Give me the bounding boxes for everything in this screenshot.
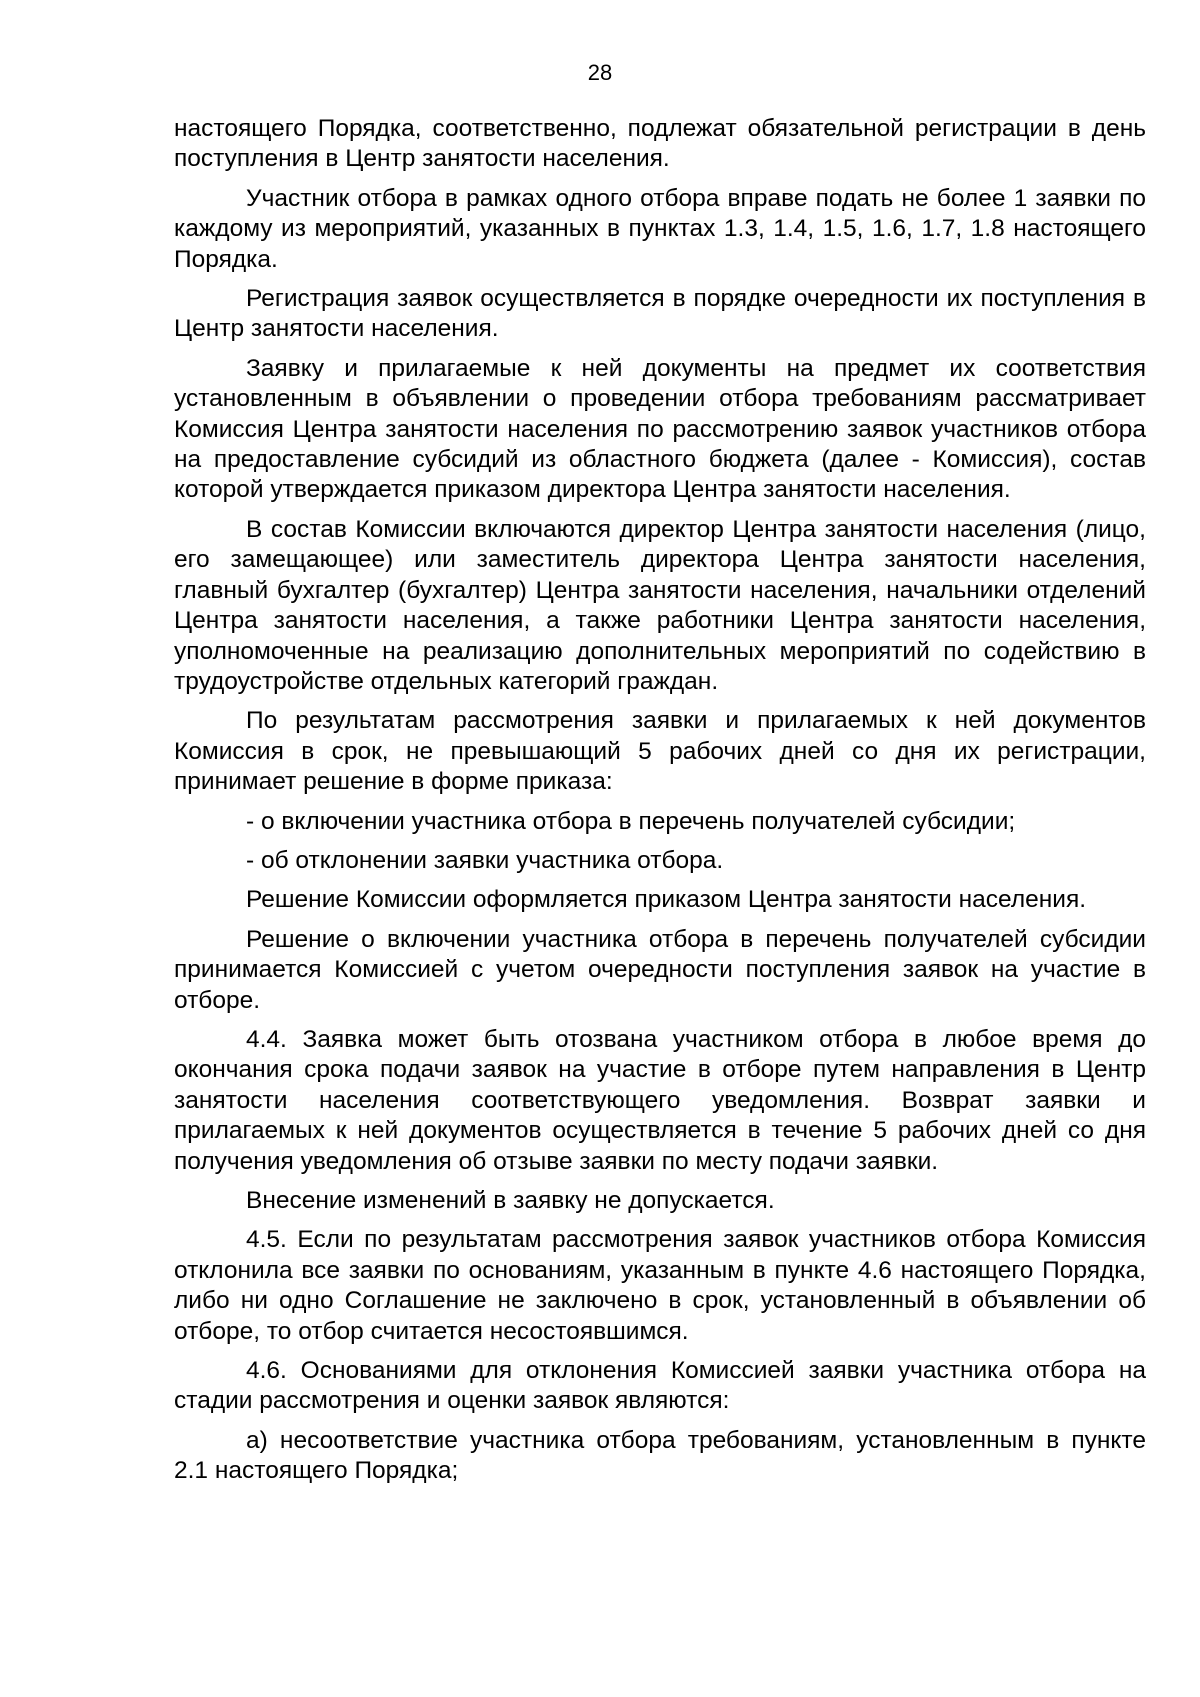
paragraph-inclusion-priority: Решение о включении участника отбора в перечень получателей субсидии принимается Комиссией с учетом очередности поступления заявок на участие в отборе.: [174, 925, 1146, 1014]
paragraph-registration-order: Регистрация заявок осуществляется в порядке очередности их поступления в Центр занятости населения.: [174, 285, 1146, 343]
section-4-4: 4.4. Заявка может быть отозвана участником отбора в любое время до окончания срока подачи заявок на участие в отборе путем направления в Центр занятости населения соответствующего уведомления. Возврат заявки и прилагаемых к ней документов осуществляется в течение 5 рабочих дней со дня получения уведомления об отзыве заявки по месту подачи заявки.: [174, 1025, 1146, 1175]
paragraph-continuation: настоящего Порядка, соответственно, подлежат обязательной регистрации в день поступления в Центр занятости населения.: [174, 115, 1146, 173]
list-item-inclusion: - о включении участника отбора в перечень получателей субсидии;: [246, 807, 1016, 835]
paragraph-commission-members: В состав Комиссии включаются директор Центра занятости населения (лицо, его замещающее) или заместитель директора Центра занятости населения, главный бухгалтер (бухгалтер) Центра занятости населения, начальники отделений Центра занятости населения, а также работники Центра занятости населения, уполномоченные на реализацию дополнительных мероприятий по содействию в трудоустройстве отдельных категорий граждан.: [174, 515, 1146, 695]
paragraph-application-limit: Участник отбора в рамках одного отбора вправе подать не более 1 заявки по каждому из мероприятий, указанных в пунктах 1.3, 1.4, 1.5, 1.6, 1.7, 1.8 настоящего Порядка.: [174, 184, 1146, 273]
paragraph-no-changes: Внесение изменений в заявку не допускается.: [246, 1187, 775, 1214]
paragraph-commission-review: Заявку и прилагаемые к ней документы на предмет их соответствия установленным в объявлении о проведении отбора требованиям рассматривает Комиссия Центра занятости населения по рассмотрению заявок участников отбора на предоставление субсидий из областного бюджета (далее - Комиссия), состав которой утверждается приказом директора Центра занятости населения.: [174, 354, 1146, 504]
subitem-a: а) несоответствие участника отбора требованиям, установленным в пункте 2.1 настоящего Порядка;: [174, 1426, 1146, 1485]
list-item-rejection: - об отклонении заявки участника отбора.: [246, 846, 724, 874]
paragraph-decision-order: Решение Комиссии оформляется приказом Центра занятости населения.: [246, 886, 1087, 914]
section-4-6: 4.6. Основаниями для отклонения Комиссией заявки участника отбора на стадии рассмотрения и оценки заявок являются:: [174, 1357, 1146, 1415]
document-body: [174, 114, 1146, 1496]
section-4-5: 4.5. Если по результатам рассмотрения заявок участников отбора Комиссия отклонила все заявки по основаниям, указанным в пункте 4.6 настоящего Порядка, либо ни одно Соглашение не заключено в срок, установленный в объявлении об отборе, то отбор считается несостоявшимся.: [174, 1226, 1146, 1345]
page-number: 28: [587, 60, 613, 85]
paragraph-decision-deadline: По результатам рассмотрения заявки и прилагаемых к ней документов Комиссия в срок, не превышающий 5 рабочих дней со дня их регистрации, принимает решение в форме приказа:: [174, 707, 1146, 796]
